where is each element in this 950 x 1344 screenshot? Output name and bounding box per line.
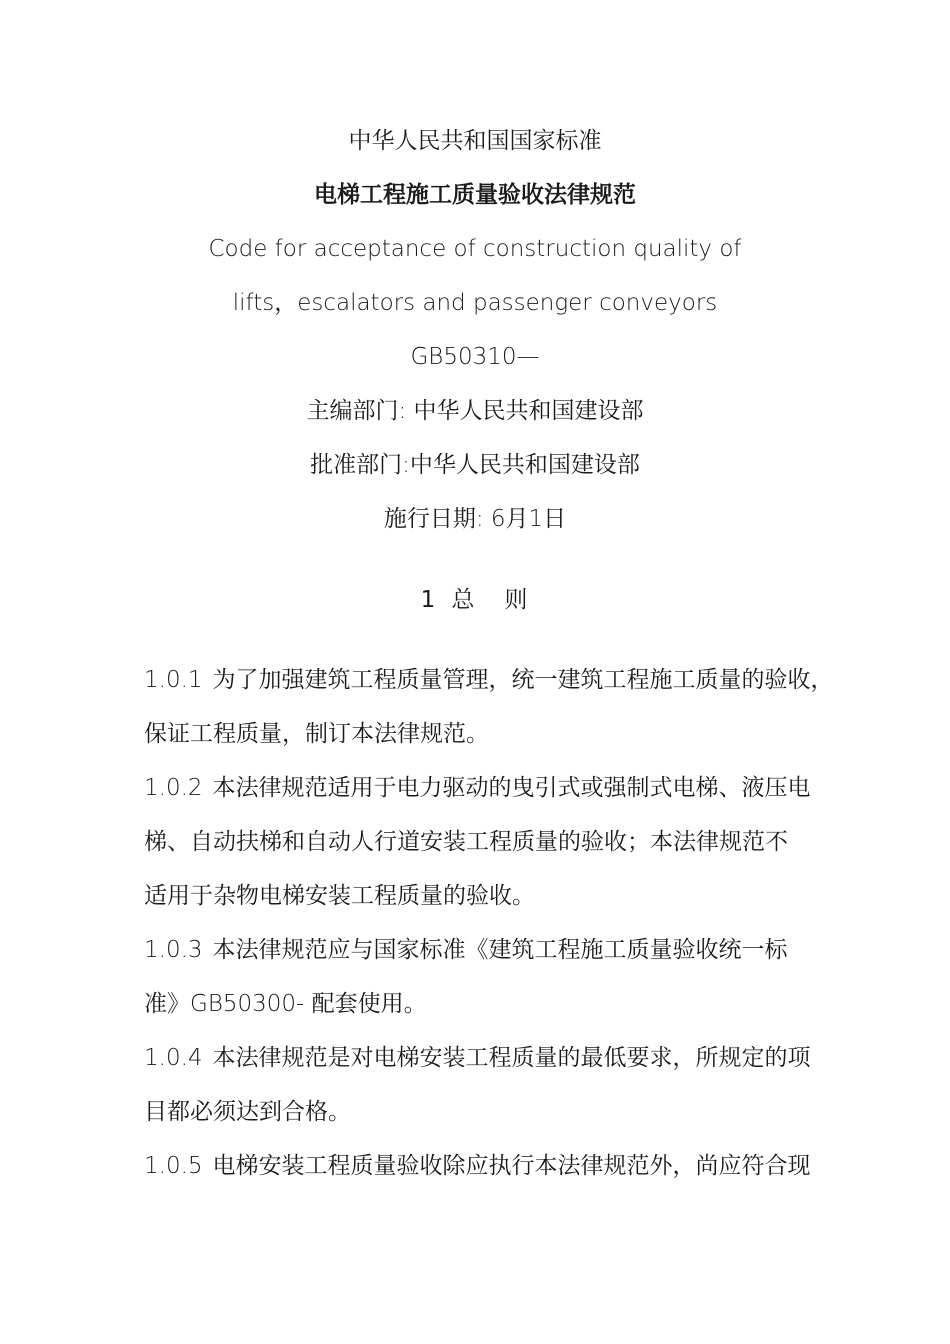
clause-text: 本法律规范应与国家标准《建筑工程施工质量验收统一标 xyxy=(212,937,788,963)
clause-1-0-2-line-3: 适用于杂物电梯安装工程质量的验收。 xyxy=(144,883,535,909)
clause-text: 本法律规范适用于电力驱动的曳引式或强制式电梯、液压电 xyxy=(212,775,811,801)
section-heading xyxy=(0,585,950,615)
issuer-line: 中华人民共和国国家标准 xyxy=(348,128,602,154)
clause-text: 电梯安装工程质量验收除应执行本法律规范外，尚应符合现 xyxy=(212,1153,811,1179)
clause-number: 1.0.2 xyxy=(144,775,203,801)
clause-number: 1.0.1 xyxy=(144,667,203,693)
clause-number: 1.0.4 xyxy=(144,1045,203,1071)
clause-1-0-3-line-2: 准》GB50300- 配套使用。 xyxy=(144,991,427,1017)
clause-1-0-1-line-2: 保证工程质量，制订本法律规范。 xyxy=(144,721,489,747)
section-number: 1 xyxy=(420,587,438,613)
clause-1-0-3-line-1 xyxy=(144,935,809,965)
section-title-b: 则 xyxy=(504,587,530,613)
clause-1-0-4-line-1 xyxy=(144,1043,809,1073)
clause-1-0-2-line-1 xyxy=(144,773,809,803)
editor-department: 主编部门: 中华人民共和国建设部 xyxy=(306,398,644,424)
clause-1-0-2-line-2: 梯、自动扶梯和自动人行道安装工程质量的验收；本法律规范不 xyxy=(144,829,788,855)
clause-text: 为了加强建筑工程质量管理，统一建筑工程施工质量的验收， xyxy=(212,667,834,693)
clause-text: 本法律规范是对电梯安装工程质量的最低要求，所规定的项 xyxy=(212,1045,811,1071)
effective-date: 施行日期: 6月1日 xyxy=(383,506,567,532)
document-title-cn: 电梯工程施工质量验收法律规范 xyxy=(314,182,636,208)
clause-1-0-1-line-1 xyxy=(144,665,834,695)
standard-code: GB50310— xyxy=(410,344,540,370)
document-title-en-line2: lifts，escalators and passenger conveyors xyxy=(232,290,718,316)
document-title-en-line1: Code for acceptance of construction quality of xyxy=(208,236,742,262)
approver-department: 批准部门:中华人民共和国建设部 xyxy=(310,452,640,478)
clause-1-0-4-line-2: 目都必须达到合格。 xyxy=(144,1099,351,1125)
section-title-a: 总 xyxy=(451,587,477,613)
clause-number: 1.0.5 xyxy=(144,1153,203,1179)
clause-number: 1.0.3 xyxy=(144,937,203,963)
clause-1-0-5-line-1 xyxy=(144,1151,809,1181)
